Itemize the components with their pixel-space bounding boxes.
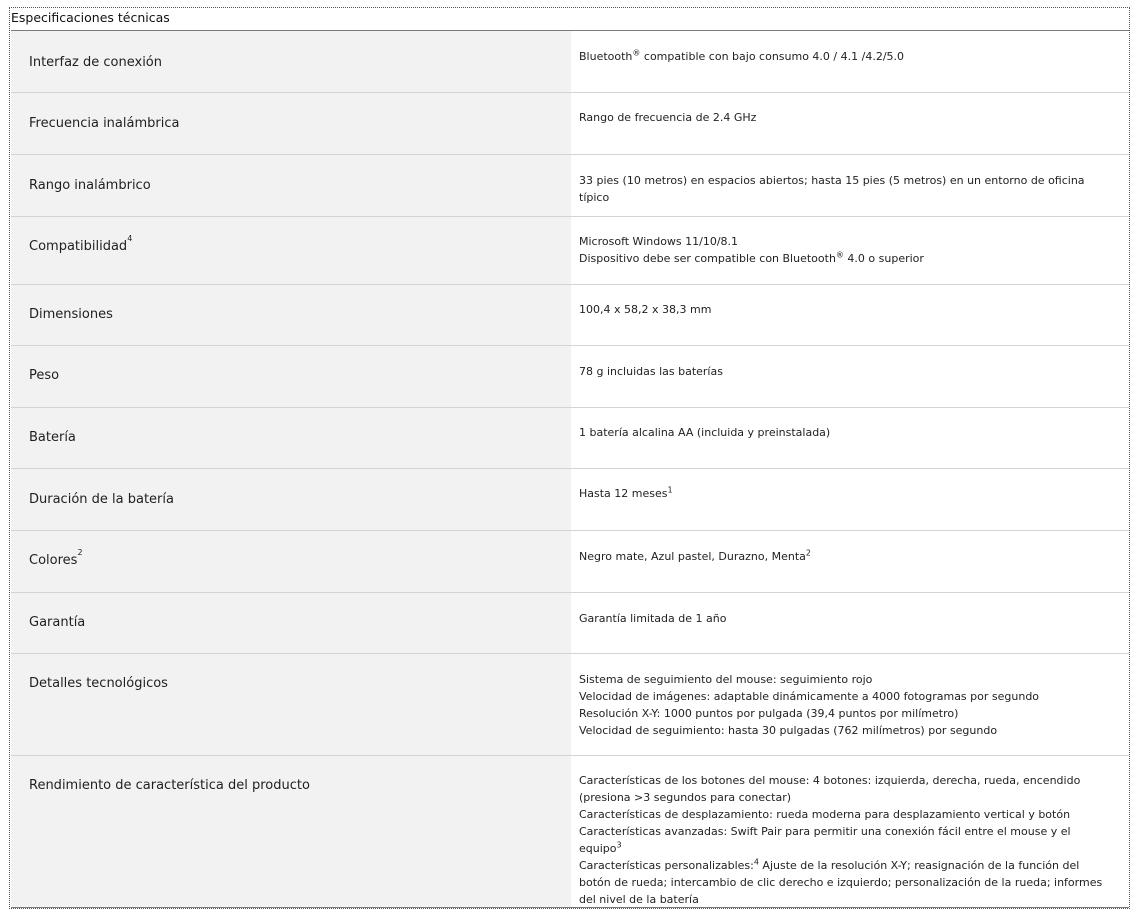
spec-label-text: Duración de la batería bbox=[29, 492, 174, 507]
spec-label bbox=[11, 93, 571, 154]
spec-label bbox=[11, 469, 571, 530]
table-row bbox=[11, 285, 1129, 346]
spec-value-text: Ajuste de la resolución X-Y; reasignación de la función del botón de rueda; intercambio de clic derecho e izquierdo; personalización de la rueda; informes del nivel de la batería bbox=[579, 859, 1103, 906]
spec-value-line bbox=[579, 48, 1109, 65]
spec-value bbox=[571, 285, 1129, 345]
table-caption: Especificaciones técnicas bbox=[11, 10, 170, 25]
table-row bbox=[11, 654, 1129, 756]
spec-value bbox=[571, 408, 1129, 468]
spec-value-line bbox=[579, 671, 1109, 688]
table-row bbox=[11, 155, 1129, 217]
spec-value-line bbox=[579, 301, 1109, 318]
spec-label-text: Interfaz de conexión bbox=[29, 55, 163, 70]
spec-label-text: Garantía bbox=[29, 615, 86, 630]
spec-value-line bbox=[579, 722, 1109, 739]
spec-label: Compatibilidad 4 bbox=[11, 217, 571, 284]
table-row bbox=[11, 217, 1129, 285]
spec-value-text: Resolución X-Y: 1000 puntos por pulgada (39,4 puntos por milímetro) bbox=[579, 707, 959, 720]
spec-label bbox=[11, 31, 571, 92]
spec-label: Colores 2 bbox=[11, 531, 571, 592]
spec-value-line bbox=[579, 485, 1109, 502]
spec-label bbox=[11, 408, 571, 468]
table-row bbox=[11, 531, 1129, 593]
spec-label bbox=[11, 756, 571, 907]
spec-value-line bbox=[579, 610, 1109, 627]
spec-value-text: Dispositivo debe ser compatible con Bluetooth bbox=[579, 252, 836, 265]
spec-value-line bbox=[579, 172, 1109, 206]
spec-value-text: Bluetooth bbox=[579, 50, 633, 63]
spec-label-text: Rango inalámbrico bbox=[29, 178, 151, 193]
spec-value-line bbox=[579, 109, 1109, 126]
spec-value-text: Velocidad de seguimiento: hasta 30 pulgadas (762 milímetros) por segundo bbox=[579, 724, 998, 737]
spec-label bbox=[11, 155, 571, 216]
spec-value-text: Hasta 12 meses bbox=[579, 487, 668, 500]
spec-value-text: Microsoft Windows 11/10/8.1 bbox=[579, 235, 739, 248]
spec-value bbox=[571, 217, 1129, 284]
spec-value-line bbox=[579, 806, 1109, 823]
spec-label-text: Batería bbox=[29, 430, 76, 445]
footnote-marker: ® bbox=[632, 48, 641, 58]
spec-label-text: Peso bbox=[29, 368, 60, 383]
footnote-marker: 1 bbox=[667, 485, 673, 495]
spec-value-text: Características avanzadas: Swift Pair para permitir una conexión fácil entre el mouse y el equipo bbox=[579, 825, 1071, 855]
spec-value bbox=[571, 756, 1129, 907]
spec-value-text: 78 g incluidas las baterías bbox=[579, 365, 723, 378]
spec-label-text: Frecuencia inalámbrica bbox=[29, 116, 180, 131]
spec-value-line bbox=[579, 548, 1109, 565]
spec-value-text: Características personalizables: bbox=[579, 859, 754, 872]
spec-value-text: 100,4 x 58,2 x 38,3 mm bbox=[579, 303, 712, 316]
table-row bbox=[11, 469, 1129, 531]
spec-label bbox=[11, 654, 571, 755]
spec-value bbox=[571, 346, 1129, 407]
spec-value-text: Características de los botones del mouse: 4 botones: izquierda, derecha, rueda, encendido (presiona >3 segundos para conectar) bbox=[579, 774, 1081, 804]
footnote-marker: 2 bbox=[805, 548, 811, 558]
table-row bbox=[11, 31, 1129, 93]
spec-value-text: Negro mate, Azul pastel, Durazno, Menta bbox=[579, 550, 806, 563]
spec-value-line bbox=[579, 688, 1109, 705]
spec-value bbox=[571, 593, 1129, 653]
table-row bbox=[11, 93, 1129, 155]
spec-value-text: Sistema de seguimiento del mouse: seguimiento rojo bbox=[579, 673, 873, 686]
spec-value bbox=[571, 155, 1129, 216]
spec-value-text: 33 pies (10 metros) en espacios abiertos; hasta 15 pies (5 metros) en un entorno de oficina típico bbox=[579, 174, 1085, 204]
spec-value bbox=[571, 31, 1129, 92]
footnote-marker: 3 bbox=[616, 840, 622, 850]
spec-value-line bbox=[579, 772, 1109, 806]
spec-value-text: Velocidad de imágenes: adaptable dinámicamente a 4000 fotogramas por segundo bbox=[579, 690, 1040, 703]
spec-label-text: Dimensiones bbox=[29, 307, 113, 322]
spec-label-text: Compatibilidad bbox=[29, 239, 128, 254]
spec-value-line bbox=[579, 250, 1109, 267]
footnote-marker: ® bbox=[835, 250, 844, 260]
table-row bbox=[11, 346, 1129, 408]
spec-label-text: Colores bbox=[29, 553, 78, 568]
spec-value bbox=[571, 531, 1129, 592]
spec-value-line bbox=[579, 363, 1109, 380]
spec-value-line bbox=[579, 857, 1109, 908]
spec-value bbox=[571, 469, 1129, 530]
spec-value-line bbox=[579, 705, 1109, 722]
footnote-marker: 4 bbox=[753, 857, 759, 867]
spec-label-text: Rendimiento de característica del producto bbox=[29, 778, 310, 793]
spec-value-line bbox=[579, 823, 1109, 857]
table-row bbox=[11, 756, 1129, 908]
spec-label bbox=[11, 346, 571, 407]
spec-value-text: 1 batería alcalina AA (incluida y preinstalada) bbox=[579, 426, 831, 439]
spec-value bbox=[571, 93, 1129, 154]
spec-value-text: compatible con bajo consumo 4.0 / 4.1 /4.2/5.0 bbox=[640, 50, 905, 63]
spec-value-line bbox=[579, 233, 1109, 250]
spec-value-text: Garantía limitada de 1 año bbox=[579, 612, 727, 625]
spec-label bbox=[11, 593, 571, 653]
table-row bbox=[11, 408, 1129, 469]
spec-value-text: Características de desplazamiento: rueda moderna para desplazamiento vertical y botón bbox=[579, 808, 1071, 821]
spec-value-line bbox=[579, 424, 1109, 441]
spec-value-text: 4.0 o superior bbox=[843, 252, 924, 265]
spec-label bbox=[11, 285, 571, 345]
table-row bbox=[11, 593, 1129, 654]
spec-value-text: Rango de frecuencia de 2.4 GHz bbox=[579, 111, 757, 124]
specs-table bbox=[11, 30, 1129, 908]
spec-label-text: Detalles tecnológicos bbox=[29, 676, 168, 691]
spec-value bbox=[571, 654, 1129, 755]
